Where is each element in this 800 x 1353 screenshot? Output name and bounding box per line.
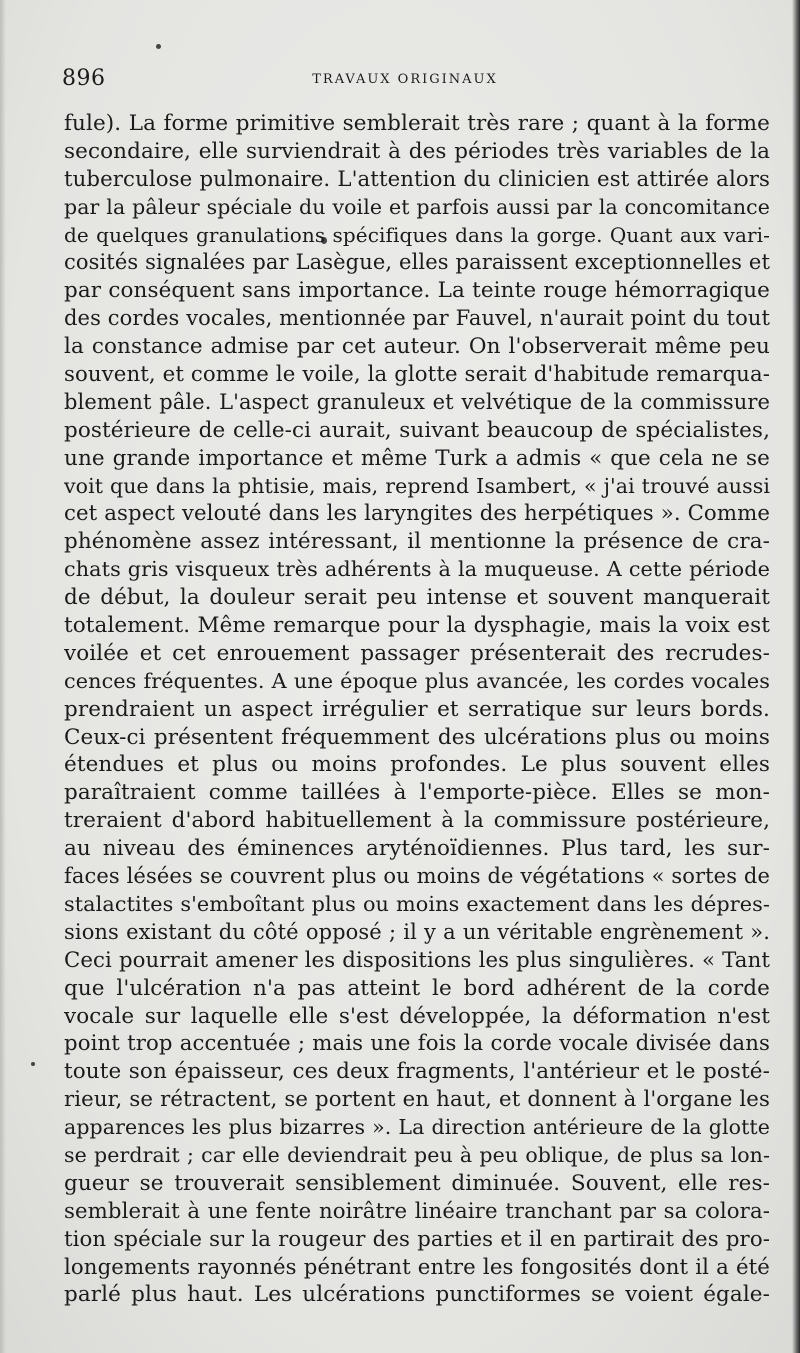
text-line: cet aspect velouté dans les laryngites des herpétiques ». Comme <box>64 501 770 527</box>
text-line: fule). La forme primitive semblerait très rare ; quant à la forme <box>64 111 770 136</box>
text-line: de début, la douleur serait peu intense et souvent manquerait <box>64 585 770 611</box>
text-line: Ceux-ci présentent fréquemment des ulcérations plus ou moins <box>64 724 770 750</box>
text-line: parlé plus haut. Les ulcérations punctiformes se voient égale- <box>64 1282 770 1308</box>
text-line: postérieure de celle-ci aurait, suivant beaucoup de spécialistes, <box>64 417 770 443</box>
paper-speck <box>156 44 161 49</box>
text-line: sions existant du côté opposé ; il y a un véritable engrènement ». <box>64 919 770 944</box>
page-number: 896 <box>62 66 106 91</box>
text-line: que l'ulcération n'a pas atteint le bord adhérent de la corde <box>64 975 770 1001</box>
text-line: chats gris visqueux très adhérents à la muqueuse. A cette période <box>64 557 770 582</box>
text-line: de quelques granulations spécifiques dans la gorge. Quant aux vari- <box>64 222 770 247</box>
text-line: par conséquent sans importance. La teinte rouge hémorragique <box>64 278 770 304</box>
text-line: prendraient un aspect irrégulier et serratique sur leurs bords. <box>64 696 770 722</box>
text-line: rieur, se rétractent, se portent en haut, et donnent à l'organe les <box>64 1087 770 1113</box>
text-line: tion spéciale sur la rougeur des parties et il en partirait des pro- <box>64 1226 770 1252</box>
page-right-binding-shadow <box>792 0 800 1353</box>
text-line: faces lésées se couvrent plus ou moins de végétations « sortes de <box>64 864 770 889</box>
text-line: tuberculose pulmonaire. L'attention du clinicien est attirée alors <box>64 166 770 192</box>
text-line: blement pâle. L'aspect granuleux et velvétique de la commissure <box>64 389 770 414</box>
text-line: paraîtraient comme taillées à l'emporte-pièce. Elles se mon- <box>64 780 770 806</box>
text-line: stalactites s'emboîtant plus ou moins exactement dans les dépres- <box>64 891 770 916</box>
text-line: la constance admise par cet auteur. On l'observerait même peu <box>64 334 770 360</box>
text-line: cosités signalées par Lasègue, elles paraissent exceptionnelles et <box>64 250 770 275</box>
text-line: par la pâleur spéciale du voile et parfois aussi par la concomitance <box>64 194 770 219</box>
text-line: étendues et plus ou moins profondes. Le plus souvent elles <box>64 752 770 778</box>
text-line: des cordes vocales, mentionnée par Fauvel, n'aurait point du tout <box>64 306 770 331</box>
text-line: une grande importance et même Turk a admis « que cela ne se <box>64 445 770 471</box>
text-line: phénomène assez intéressant, il mentionne la présence de cra- <box>64 529 770 555</box>
text-line: cences fréquentes. A une époque plus avancée, les cordes vocales <box>64 668 770 693</box>
text-line: apparences les plus bizarres ». La direction antérieure de la glotte <box>64 1115 770 1140</box>
text-line: totalement. Même remarque pour la dysphagie, mais la voix est <box>64 613 770 639</box>
text-line: voilée et cet enrouement passager présenterait des recrudes- <box>64 640 770 666</box>
text-line: se perdrait ; car elle deviendrait peu à peu oblique, de plus sa lon- <box>64 1142 770 1167</box>
body-text <box>64 110 770 1309</box>
text-line: au niveau des éminences aryténoïdiennes. Plus tard, les sur- <box>64 836 770 862</box>
text-line: longements rayonnés pénétrant entre les fongosités dont il a été <box>64 1254 770 1280</box>
text-line: semblerait à une fente noirâtre linéaire tranchant par sa colora- <box>64 1198 770 1224</box>
text-line: treraient d'abord habituellement à la commissure postérieure, <box>64 808 770 834</box>
text-line: souvent, et comme le voile, la glotte serait d'habitude remarqua- <box>64 362 770 388</box>
text-line: Ceci pourrait amener les dispositions les plus singulières. « Tant <box>64 947 770 973</box>
page-left-shadow <box>0 0 6 1353</box>
text-line: point trop accentuée ; mais une fois la corde vocale divisée dans <box>64 1031 770 1057</box>
running-head: TRAVAUX ORIGINAUX <box>312 72 498 87</box>
paper-speck <box>31 1062 35 1066</box>
text-line: secondaire, elle surviendrait à des périodes très variables de la <box>64 138 770 164</box>
text-line: voit que dans la phtisie, mais, reprend Isambert, « j'ai trouvé aussi <box>64 473 770 498</box>
text-line: vocale sur laquelle elle s'est développée, la déformation n'est <box>64 1003 770 1029</box>
text-line: gueur se trouverait sensiblement diminuée. Souvent, elle res- <box>64 1170 770 1196</box>
text-line: toute son épaisseur, ces deux fragments, l'antérieur et le posté- <box>64 1059 770 1085</box>
